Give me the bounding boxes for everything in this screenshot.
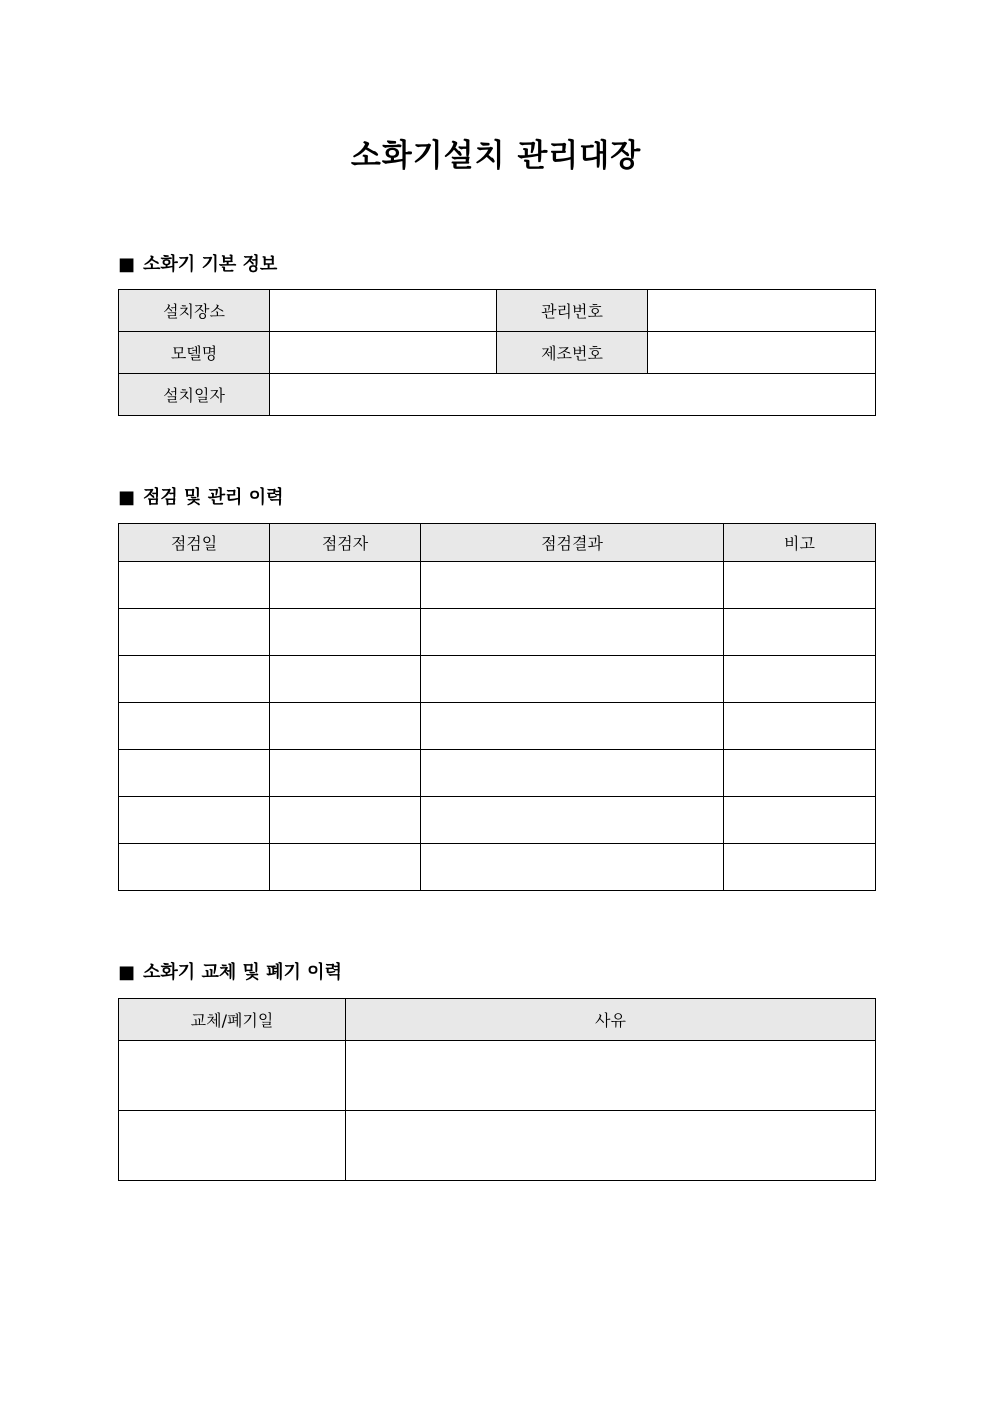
reason-cell[interactable]	[346, 1041, 876, 1111]
remarks-cell[interactable]	[724, 656, 876, 703]
table-row	[119, 562, 876, 609]
inspection-date-cell[interactable]	[119, 656, 270, 703]
label-model-name: 모델명	[119, 332, 270, 374]
replacement-history-table	[118, 998, 876, 1181]
inspector-cell[interactable]	[270, 844, 421, 891]
inspection-result-cell[interactable]	[421, 797, 724, 844]
inspection-date-cell[interactable]	[119, 703, 270, 750]
inspection-date-cell[interactable]	[119, 797, 270, 844]
replacement-date-cell[interactable]	[119, 1111, 346, 1181]
label-management-number: 관리번호	[497, 290, 648, 332]
section-heading-text: 점검 및 관리 이력	[143, 487, 284, 508]
table-row	[119, 1111, 876, 1181]
table-row	[119, 844, 876, 891]
remarks-cell[interactable]	[724, 797, 876, 844]
inspector-cell[interactable]	[270, 750, 421, 797]
remarks-cell[interactable]	[724, 609, 876, 656]
inspection-date-cell[interactable]	[119, 609, 270, 656]
section-heading-replacement	[118, 960, 342, 986]
label-install-date: 설치일자	[119, 374, 270, 416]
inspector-cell[interactable]	[270, 797, 421, 844]
inspection-result-cell[interactable]	[421, 750, 724, 797]
table-header-row	[119, 999, 876, 1041]
square-bullet-icon: ■	[118, 254, 136, 275]
table-row	[119, 703, 876, 750]
replacement-date-cell[interactable]	[119, 1041, 346, 1111]
inspection-history-table	[118, 523, 876, 891]
page-title: 소화기설치 관리대장	[350, 138, 642, 174]
install-date-field[interactable]	[270, 374, 876, 416]
table-row	[119, 332, 876, 374]
column-header-inspector: 점검자	[270, 524, 421, 562]
section-heading-basic-info	[118, 252, 277, 278]
section-heading-inspection	[118, 485, 284, 511]
inspection-date-cell[interactable]	[119, 750, 270, 797]
remarks-cell[interactable]	[724, 562, 876, 609]
serial-number-field[interactable]	[648, 332, 876, 374]
label-serial-number: 제조번호	[497, 332, 648, 374]
inspection-result-cell[interactable]	[421, 703, 724, 750]
column-header-inspection-result: 점검결과	[421, 524, 724, 562]
inspector-cell[interactable]	[270, 656, 421, 703]
management-number-field[interactable]	[648, 290, 876, 332]
inspector-cell[interactable]	[270, 609, 421, 656]
remarks-cell[interactable]	[724, 703, 876, 750]
remarks-cell[interactable]	[724, 844, 876, 891]
reason-cell[interactable]	[346, 1111, 876, 1181]
table-row	[119, 609, 876, 656]
section-heading-text: 소화기 기본 정보	[143, 254, 278, 275]
inspection-date-cell[interactable]	[119, 562, 270, 609]
remarks-cell[interactable]	[724, 750, 876, 797]
table-row	[119, 290, 876, 332]
inspection-result-cell[interactable]	[421, 844, 724, 891]
column-header-inspection-date: 점검일	[119, 524, 270, 562]
table-row	[119, 1041, 876, 1111]
table-row	[119, 656, 876, 703]
column-header-reason: 사유	[346, 999, 876, 1041]
inspection-result-cell[interactable]	[421, 562, 724, 609]
inspection-result-cell[interactable]	[421, 609, 724, 656]
column-header-remarks: 비고	[724, 524, 876, 562]
inspection-date-cell[interactable]	[119, 844, 270, 891]
table-header-row	[119, 524, 876, 562]
label-install-location: 설치장소	[119, 290, 270, 332]
column-header-replacement-date: 교체/폐기일	[119, 999, 346, 1041]
inspection-result-cell[interactable]	[421, 656, 724, 703]
section-heading-text: 소화기 교체 및 폐기 이력	[143, 962, 342, 983]
inspector-cell[interactable]	[270, 703, 421, 750]
model-name-field[interactable]	[270, 332, 497, 374]
table-row	[119, 797, 876, 844]
square-bullet-icon: ■	[118, 487, 136, 508]
square-bullet-icon: ■	[118, 962, 136, 983]
inspector-cell[interactable]	[270, 562, 421, 609]
table-row	[119, 374, 876, 416]
basic-info-table	[118, 289, 876, 416]
install-location-field[interactable]	[270, 290, 497, 332]
table-row	[119, 750, 876, 797]
